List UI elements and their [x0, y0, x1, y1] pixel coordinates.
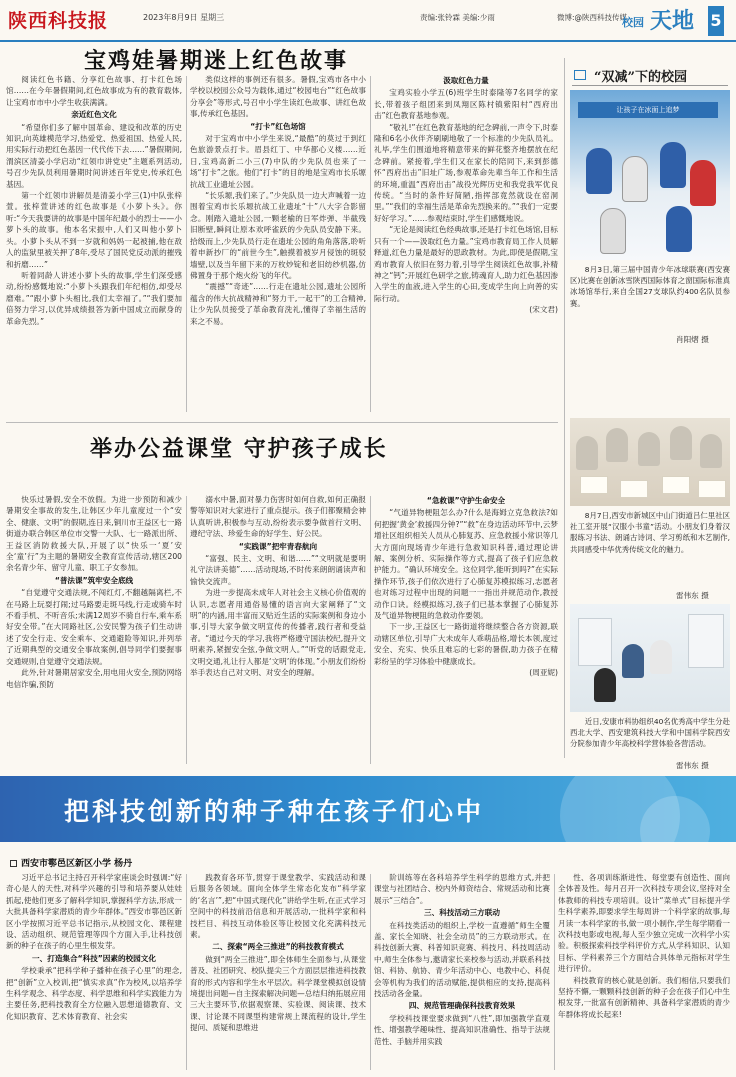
skater-figure — [622, 156, 648, 202]
paragraph: 习近平总书记主持召开科学家座谈会时强调:“好奇心是人的天性,对科学兴趣的引导和培养要从娃娃抓起,使他们更多了解科学知识,掌握科学方法,形成一大批具备科学家潜质的青少年群体。”西安市鄠邑区新区小学按照习近平总书记指示,从校园文化、课程建设、活动组织、规范管理等四个方面入手,让科技创新的种子在孩子的心里生根发芽。 — [6, 873, 182, 951]
photo2-caption: 8月7日,西安市新城区中山门街道吕仁里社区社工室开展“汉服小书童”活动。小朋友们身着汉服练习书法、朗诵古诗词、学习剪纸和木艺制作,共同感受中华优秀传统文化的魅力。 — [570, 511, 730, 554]
skater-figure — [600, 208, 626, 254]
section-label — [622, 4, 722, 38]
paragraph: 学校科技课堂要求做到“八性”,即加强教学直观性、增强教学趣味性、提高知识准确性、指导于法规范性、手脑并用实践 — [374, 1013, 550, 1046]
science-camp-photo — [570, 604, 730, 712]
paragraph: 学校秉承“把科学种子播种在孩子心里”的理念,把“创新”立入校训,把“慎实求真”作为校风,以培养学生科学观念、科学态度、科学思维和科学实践能力为主要任务,把科技教育全方位融入思想道德教育、文化知识教育、艺术体育教育、社会实 — [6, 966, 182, 1021]
skater-figure — [666, 206, 692, 252]
column-divider — [554, 874, 555, 1070]
child-figure — [670, 426, 692, 460]
photo3-credit: 雷伟东 摄 — [676, 761, 709, 770]
paragraph: “气道异物梗阻怎么办?什么是海姆立克急救法?如何把握‘黄金’救援四分钟?”“救”在身边活动环节中,云梦增社区组织相关人员从心肺复苏、应急救援小常识等几大方面向现场青少年进行急救知识科普,通过理论讲解、案例分析、实际操作等方式,提高了孩子们应急救护能力。“确认环境安全。这位同学,能听到吗?”在实际操作环节,孩子们依次进行了心肺复苏模拟练习,志愿者也对练习过程中出现的问题一一指出并规范动作,教授动作口诀。经模拟练习,孩子们已基本掌握了心肺复苏及气道异物梗阻的急救动作要领。 — [374, 508, 558, 621]
column-divider — [186, 874, 187, 1070]
paragraph: “希望你们多了解中国革命、建设和改革的历史知识,向英雄模范学习,热爱党、热爱祖国、热爱人民,用实际行动把红色基因一代代传下去……”暑假期间,渭滨区清姜小学启动“红领巾讲党史”主题系列活动,号召少先队员利用暑期时间讲述百年党史,传承红色基因。 — [6, 122, 182, 189]
paper-sheet — [620, 480, 648, 498]
article3-column-4 — [558, 872, 730, 1072]
subheading: 汲取红色力量 — [443, 76, 489, 85]
section-prefix: 校园 — [622, 16, 644, 29]
skater-figure — [690, 160, 716, 206]
child-figure — [638, 432, 660, 466]
article3-column-3 — [374, 872, 550, 1072]
article1-headline: 宝鸡娃暑期迷上红色故事 — [84, 48, 349, 74]
display-screen — [688, 614, 724, 668]
child-figure — [606, 428, 628, 462]
issue-date: 2023年8月9日 星期三 — [143, 13, 225, 22]
paragraph: 溺水中暑,面对暴力伤害时如何自救,如何正确报警等知识对大家进行了重点提示。孩子们都聚精会神认真听讲,积极参与互动,纷纷表示要争做首行文明、遵纪守法、珍爱生命的好学生、好公民。 — [190, 495, 366, 539]
student-figure — [594, 668, 616, 702]
photo1-credit: 肖阳熠 摄 — [676, 335, 709, 344]
paragraph: “敬礼!”在红色教育基地的纪念碑前,一声令下,时泰隆和6名小伙伴齐刷刷地敬了一个标准的少先队员礼。礼毕,学生们围道地将精意带来的鲜花整齐地摆放在纪念碑前。紧接着,学生们又在家长的陪同下,来到彭德怀“西府出击”旧址广场,参观革命先辈当年工作和生活的环境,重温“西府出击”战役光辉历史和我党我军优良传统。“当时的条件好简陋,指挥部竟然就设在窑洞里。”“我们的幸福生活是革命先烈换来的。”“我们一定要好好学习。”……参观结束时,学生们感慨地说。 — [374, 122, 558, 223]
paragraph: 快乐过暑假,安全不放假。为进一步预防和减少暑期安全事故的发生,让韩区少年儿童度过一个“安全、健康、文明”的假期,连日来,铜川市王益区七一路街道办联合韩区单位市交警一大队、七一路派出所、王益区消防救援大队,开展了以“快乐一‘夏’安全‘童’行”为主题的暑期安全教育宣传活动,辖区200余名青少年、留守儿童、职工子女参加。 — [6, 495, 182, 573]
student-figure — [622, 644, 644, 678]
paper-sheet — [580, 476, 608, 494]
paragraph: 在科技类活动的组织上,学校一直遵循“师生全覆盖、家长全知晓、社会全动员”的三方联动形式。在科技创新大赛、科普知识竞赛、科技月、科技周活动中,师生全体参与,邀请家长来校参与活动,并联系科技馆、科协、航协、青少年活动中心、电教中心、科促会等机构为我们的活动赋能,提供相应的支持,提高科技活动各金量。 — [374, 920, 550, 999]
paragraph: 对于宝鸡市中小学生来说,“最酷”的莫过于到红色旅游景点打卡。眉县红丁、中华都心义楼……近日,宝鸡高新二小三(7)中队的少先队员也来了一场“打卡”之旅。他们“打卡”的目的地是宝鸡市长乐塬抗战工业遗址公园。 — [190, 134, 366, 189]
photo-icon — [574, 70, 586, 80]
skater-figure — [586, 148, 612, 194]
column-divider — [370, 496, 371, 764]
photo1-caption: 8月3日,第三届中国青少年冰球联赛(西安赛区)比赛在创新冰雪陕西国际体育之窗国际标准真冰场馆举行,来自全国27支球队约400名队员参赛。 — [570, 265, 730, 308]
article2-headline: 举办公益课堂 守护孩子成长 — [90, 436, 388, 462]
rail-title-box — [572, 64, 728, 86]
skater-figure — [660, 142, 686, 188]
paragraph: “自觉遵守交通法规,不闯红灯,不翻越隔离栏,不在马路上玩耍打闹;过马路要走斑马线,行走或骑车时不看手机、不听音乐;未满12周岁不骑自行车,乘车系好安全带。”在大同路社区,公安民警为孩子们生动讲述了安全行走、安全乘车、交通避险等知识,并列举了近期典型的交通安全事故案例,倡导同学们要握事交通规则,自觉遵守交通法规。 — [6, 588, 182, 666]
article2-column-1 — [6, 494, 182, 768]
section-name: 天地 — [650, 8, 695, 34]
subheading: “普法课”筑牢安全底线 — [54, 575, 134, 585]
subheading: 二、探索“两全三推进”的科技教育模式 — [212, 942, 344, 952]
page-number: 5 — [708, 6, 724, 36]
article-divider — [6, 422, 558, 423]
subheading: 亲近红色文化 — [71, 110, 117, 120]
paragraph: 下一步,王益区七一路街道将继续整合各方资源,联动辖区单位,引导广大未成年人乖萌品格,增长本领,度过安全、充实、快乐且难忘的七彩的暑假,助力孩子在精彩纷呈的学习体验中健康成长。 — [374, 622, 558, 666]
article1-column-3 — [374, 74, 558, 416]
paragraph: 践教育各环节,贯穿于课堂教学、实践活动和课后服务各领域。面向全体学生常态化发布“科学家的‘名言’”,把“中国式现代化”讲给学生听,在正式学习空间中的科技前沿信息和开展活动,一批科学家和科技栏目、科技互动体验区等让校园文化充满科技元素。 — [190, 873, 366, 940]
photo2-credit: 雷伟东 摄 — [676, 591, 709, 600]
subheading: “打卡”红色场馆 — [250, 121, 306, 131]
paragraph: “无论是阅读红色经典故事,还是打卡红色场馆,目标只有一个——汲取红色力量。”宝鸡市教育局工作人员解释道,红色力量是最好的思政教材。为此,即使是假期,宝鸡市教育人依旧在努力着,引导学生阅读红色故事,补精神之“钙”;开展红色研学之旅,铸魂育人,助力红色基因渗入学生的血液,进入学生的心田,变成学生向上向善的实际行动。 — [374, 225, 558, 303]
rail-title: “双减”下的校园 — [594, 70, 687, 85]
column-divider — [370, 874, 371, 1070]
paragraph: 性、各项训练渐进性、每堂要有创造性、面向全体普及性。每月召开一次科技专项会议,坚持对全体教师的科技专项培训。设计“菜单式”目标提升学生科学素养,即要求学生每周讲一个科学家的故事,每月读一本科学家的书,做一项小制作,学生每学期看一次科技电影或电视,每人至少独立完成一次科学小实验。积极探索科技学科评价方式,从学科知识、认知目标、学科素养三个方面结合具体单元指标对学生进行评价。 — [558, 873, 730, 974]
column-divider — [186, 76, 187, 412]
hockey-photo — [570, 90, 730, 260]
paragraph: 宝鸡实验小学五(6)班学生时泰隆等7名同学的家长,带着孩子组团来到凤翔区陈村镇紫阳村“西府出击”红色教育基地参观。 — [374, 88, 558, 121]
paragraph: “震撼”“奇迹”……行走在遗址公园,遗址公园所蕴含的伟大抗战精神和“努力干,一起干”的工合精神,让少先队员接受了革命教育洗礼,懂得了幸福生活的来之不易。 — [190, 282, 366, 326]
article3-byline — [10, 856, 132, 869]
paragraph: 科技教育的核心就是创新。我们相信,只要我们坚持不懈,一颗颗科技创新的种子会在孩子们心中生根发芽,一批富有创新精神、具备科学家潜质的青少年群体将成长起来! — [558, 975, 730, 1019]
subheading: 一、打造集合“科技”因素的校园文化 — [32, 953, 156, 963]
subheading: “实践课”把牢青春航向 — [238, 541, 318, 551]
article2-column-2 — [190, 494, 366, 768]
paragraph: 第一个红领巾讲解员是清姜小学三(1)中队张梓萱。张梓萱讲述的红色故事是《小萝卜头》。你听:“今天我要讲的故事是中国年纪最小的烈士——小萝卜头的故事。他本名宋振中,人们又叫他小萝卜头。小萝卜头从不到一岁就和妈妈一起被捕,他在敌人的监狱里被关押了8年,受尽了国民党反动派的摧残和折磨……” — [6, 191, 182, 269]
subheading: 四、规范管理确保科技教育效果 — [408, 1001, 516, 1011]
article3-column-2 — [190, 872, 366, 1072]
rail-divider — [564, 58, 565, 758]
paragraph: 为进一步提高未成年人对社会主义核心价值观的认识,志愿者用通俗易懂的语言向大家阐释了“文明”的内涵,用丰富而又贴近生活的实际案例和身边小事,引导大家争做文明宣传的传播者,践行者和受益者。“通过今天的学习,我将严格遵守国法校纪,提升文明素养,紧握安全弦,争做文明人。”“听党的话跟党走,文明交通,礼让行人都是‘文明’的体现。”小朋友们纷纷举手表达自己对文明、对安全的理解。 — [190, 588, 366, 678]
paragraph: 此外,针对暑期居家安全,用电用火安全,预防网络电信诈骗,预防 — [6, 668, 182, 689]
article3-headline: 把科技创新的种子种在孩子们心中 — [64, 797, 485, 826]
article1-column-1 — [6, 74, 182, 416]
column-divider — [186, 496, 187, 764]
paragraph: 类似这样的事例还有很多。暑假,宝鸡市各中小学校以校园公众号为载体,通过“校园电台”“红色故事分享会”等形式,号召中小学生读红色故事、讲红色故事,传承红色基因。 — [190, 75, 366, 119]
student-figure — [650, 640, 672, 674]
article3-banner — [0, 776, 736, 842]
subheading: “急救课”守护生命安全 — [426, 496, 506, 505]
paragraph: “富强、民主、文明、和谐……”“文明就是要明礼守法讲美德”……活动现场,不时传来朗朗诵读声和愉快交流声。 — [190, 554, 366, 586]
subheading: 三、科技活动三方联动 — [424, 908, 500, 918]
paper-sheet — [662, 476, 690, 494]
paragraph: 阅读红色书籍、分享红色故事、打卡红色场馆……在今年暑假期间,红色故事成为有的教育载体,让宝鸡市市中小学生收获满满。 — [6, 75, 182, 107]
child-figure — [700, 434, 722, 468]
paragraph: 听着同龄人讲述小萝卜头的故事,学生们深受感动,纷纷感慨地说:“小萝卜头跟我们年纪相仿,却受尽磨难。”“跟小萝卜头相比,我们太幸福了。”“我们要加倍努力学习,以优异成绩报答为新中国成立而献身的革命先烈。” — [6, 270, 182, 326]
square-icon — [10, 860, 17, 867]
masthead — [0, 0, 736, 42]
article2-column-3 — [374, 494, 558, 768]
display-screen — [578, 618, 612, 666]
paper-sheet — [698, 480, 726, 498]
article3-column-1 — [6, 872, 182, 1072]
author-credit: (宋文君) — [529, 305, 558, 315]
child-figure — [576, 436, 598, 470]
paragraph: “长乐塬,我们来了。”少先队员一边大声喊着一边围着宝鸡市长乐塬抗战工业遗址“十”八大字合影留念。刚踏入遗址公园,一颗老榆的日军炸弹、半截残旧断壁,瞬间让原本欢呼雀跃的少先队员安静下来。拾级而上,少先队员行走在遗址公园的角角落落,聆听着申新抄厂的“前世今生”,触摸着被岁月侵蚀的斑驳墙壁,以及当年留下来的万枚炒锭和老旧纺纱机器,仿佛置身于那个炮火纷飞的年代。 — [190, 191, 366, 280]
weibo-handle: 微博:@陕西科技传媒 — [557, 13, 628, 22]
paragraph: 阶训练等在各科培养学生科学的思维方式,并把课堂与社团结合、校内外师资结合、常规活动和比赛展示“三结合”。 — [374, 873, 550, 905]
byline-text: 西安市鄠邑区新区小学 杨丹 — [21, 859, 133, 869]
article1-column-2 — [190, 74, 366, 416]
editor-credits: 责编:张铃霖 美编:少雨 — [420, 13, 495, 22]
paper-name: 陕西科技报 — [8, 10, 109, 32]
author-credit: (周亚妮) — [529, 668, 558, 678]
photo3-caption: 近日,安康市科协组织40名优秀高中学生分赴西北大学、西安建筑科技大学和中国科学院西安分院参加青少年高校科学营体验各营活动。 — [570, 717, 730, 749]
rink-banner: 让孩子在冰面上追梦 — [578, 102, 718, 118]
paragraph: 做到“两全三推进”,即全体师生全面参与,从课堂普及、社团研究、校队提尖三个方面层层推进科技教育的形式内容和学生水平层次。科学课堂模拟创设情境提出问题—自主探索解决问题—总结归纳拓展应用三大主要环节,依据观察课、实验课、阅读课、技术课、讨论课不同课型构建常规上课流程的设计,学生提问、质疑和思维进 — [190, 954, 366, 1033]
hanfu-photo — [570, 418, 730, 506]
column-divider — [370, 76, 371, 412]
